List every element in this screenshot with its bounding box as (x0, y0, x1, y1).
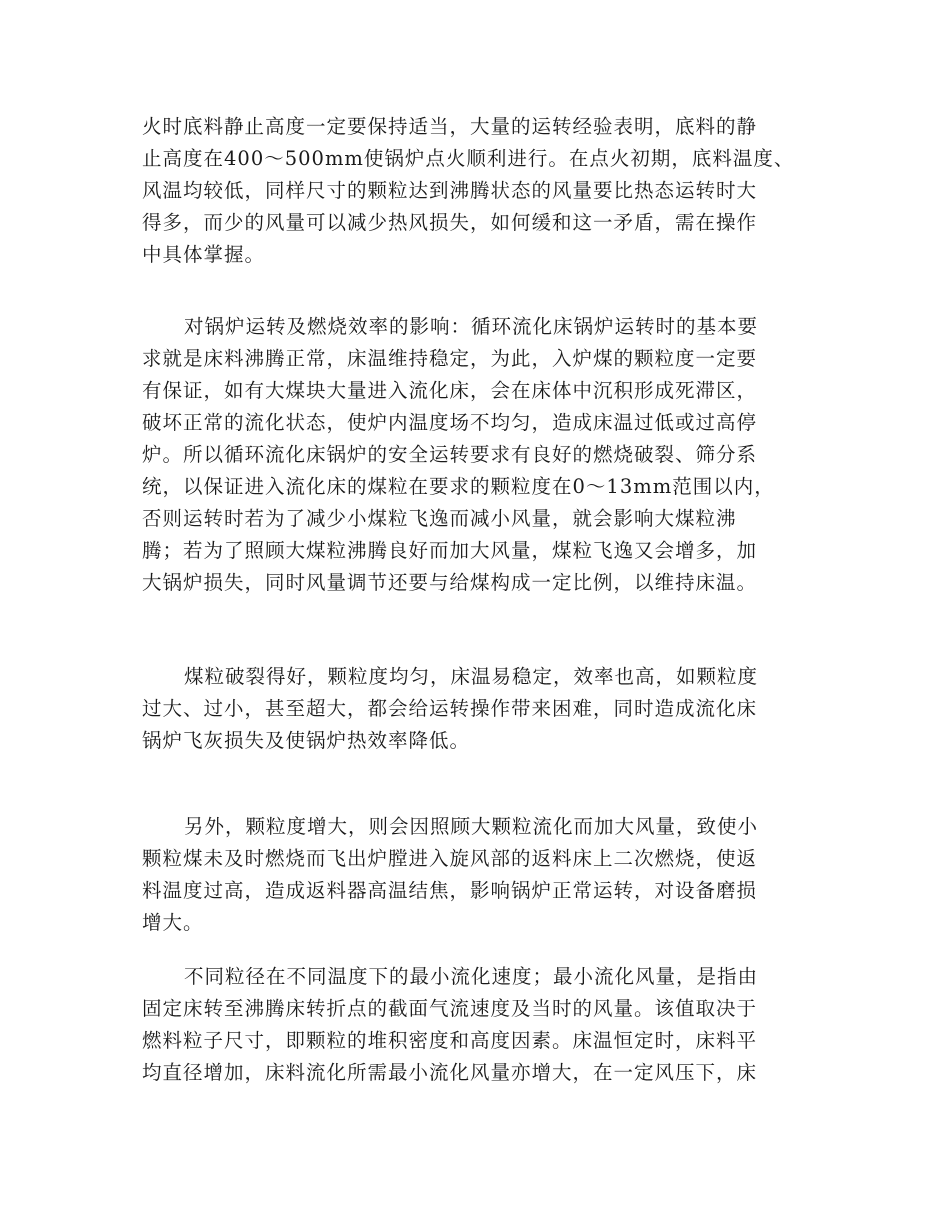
text-line: 求就是床料沸腾正常，床温维持稳定，为此，入炉煤的颗粒度一定要 (142, 347, 758, 370)
text-line: 对锅炉运转及燃烧效率的影响：循环流化床锅炉运转时的基本要 (184, 315, 759, 338)
text-line: 煤粒破裂得好，颗粒度均匀，床温易稳定，效率也高，如颗粒度 (184, 665, 759, 688)
text-line: 增大。 (142, 911, 204, 934)
text-line: 料温度过高，造成返料器高温结焦，影响锅炉正常运转，对设备磨损 (142, 879, 758, 902)
text-line: 大锅炉损失，同时风量调节还要与给煤构成一定比例，以维持床温。 (142, 571, 758, 594)
text-line: 破坏正常的流化状态，使炉内温度场不均匀，造成床温过低或过高停 (142, 411, 758, 434)
text-line: 燃料粒子尺寸，即颗粒的堆积密度和高度因素。床温恒定时，床料平 (142, 1029, 758, 1052)
paragraph-3 (142, 661, 810, 757)
text-line: 腾；若为了照顾大煤粒沸腾良好而加大风量，煤粒飞逸又会增多，加 (142, 539, 758, 562)
text-line: 火时底料静止高度一定要保持适当，大量的运转经验表明，底料的静 (142, 115, 758, 138)
text-line: 不同粒径在不同温度下的最小流化速度；最小流化风量，是指由 (184, 965, 759, 988)
text-line: 否则运转时若为了减少小煤粒飞逸而减小风量，就会影响大煤粒沸 (142, 507, 737, 530)
text-line: 颗粒煤未及时燃烧而飞出炉膛进入旋风部的返料床上二次燃烧，使返 (142, 847, 758, 870)
paragraph-1 (142, 111, 810, 271)
text-line: 过大、过小，甚至超大，都会给运转操作带来困难，同时造成流化床 (142, 697, 758, 720)
paragraph-2 (142, 311, 810, 599)
text-line: 固定床转至沸腾床转折点的截面气流速度及当时的风量。该值取决于 (142, 997, 758, 1020)
text-line: 均直径增加，床料流化所需最小流化风量亦增大，在一定风压下，床 (142, 1061, 758, 1084)
paragraph-4 (142, 811, 810, 939)
text-line: 风温均较低，同样尺寸的颗粒达到沸腾状态的风量要比热态运转时大 (142, 179, 758, 202)
text-line: 另外，颗粒度增大，则会因照顾大颗粒流化而加大风量，致使小 (184, 815, 759, 838)
text-line: 锅炉飞灰损失及使锅炉热效率降低。 (142, 729, 471, 752)
text-line: 统，以保证进入流化床的煤粒在要求的颗粒度在0～13mm范围以内， (142, 475, 775, 498)
text-line: 炉。所以循环流化床锅炉的安全运转要求有良好的燃烧破裂、筛分系 (142, 443, 758, 466)
text-line: 得多，而少的风量可以减少热风损失，如何缓和这一矛盾，需在操作 (142, 211, 758, 234)
text-line: 中具体掌握。 (142, 243, 266, 266)
text-line: 止高度在400～500mm使锅炉点火顺利进行。在点火初期，底料温度、 (142, 147, 795, 170)
text-line: 有保证，如有大煤块大量进入流化床，会在床体中沉积形成死滞区， (142, 379, 758, 402)
paragraph-5 (142, 961, 810, 1089)
